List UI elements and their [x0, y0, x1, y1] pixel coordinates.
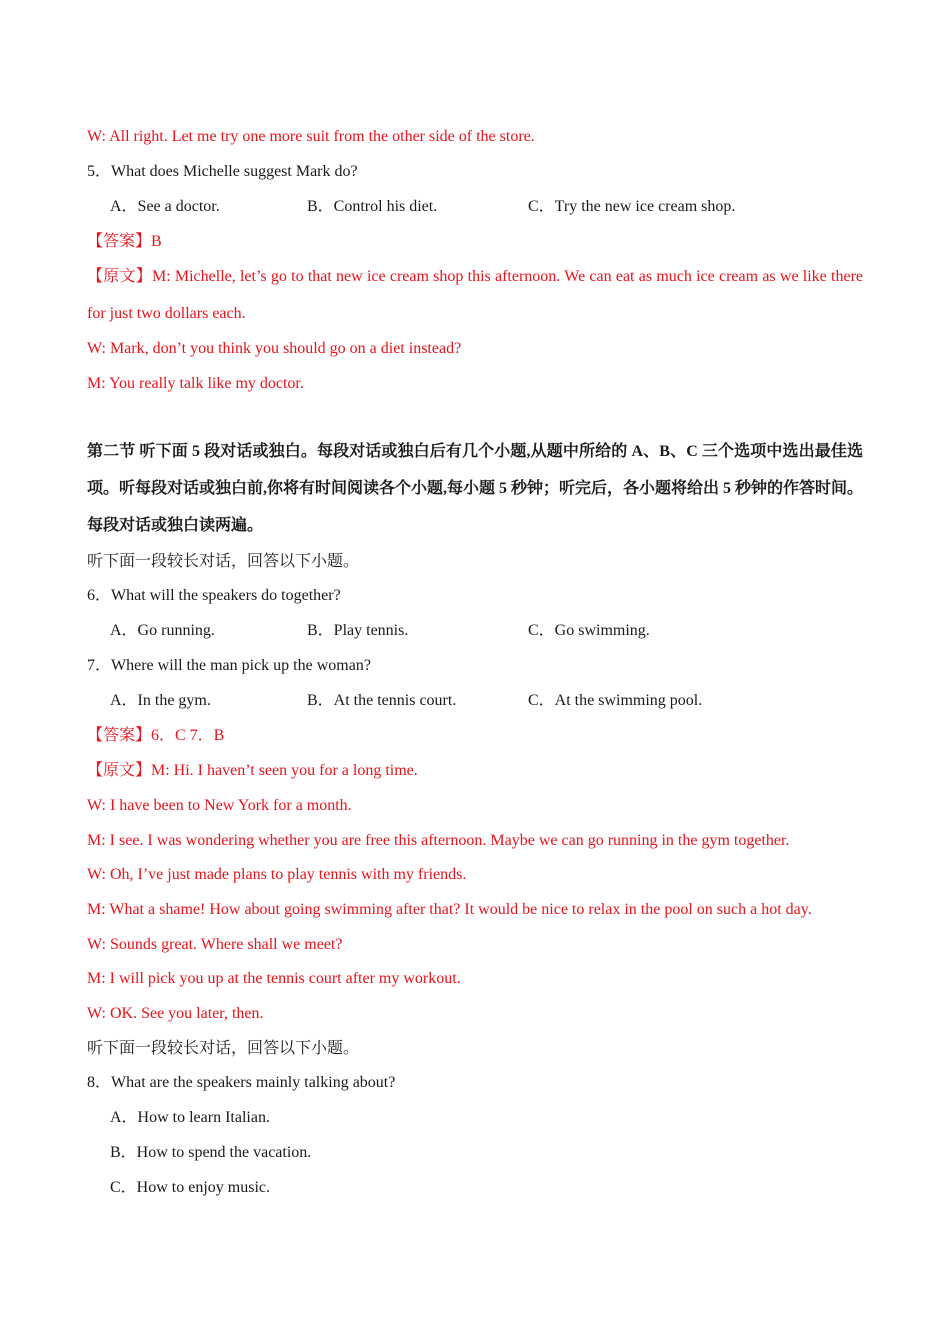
q5-option-a: A．See a doctor. — [110, 198, 220, 215]
q6-option-c: C．Go swimming. — [528, 622, 650, 639]
transcript-line: W: All right. Let me try one more suit from the other side of the store. — [87, 128, 535, 145]
transcript-line: 【原文】M: Hi. I haven’t seen you for a long time. — [87, 762, 418, 779]
q7-option-a: A．In the gym. — [110, 692, 211, 709]
transcript-line: W: I have been to New York for a month. — [87, 797, 352, 814]
transcript-line: W: Sounds great. Where shall we meet? — [87, 936, 343, 953]
q5-transcript-line: W: Mark, don’t you think you should go on a diet instead? — [87, 340, 462, 357]
q5-transcript-line: M: You really talk like my doctor. — [87, 375, 304, 392]
transcript-line: W: OK. See you later, then. — [87, 1005, 264, 1022]
transcript-line: W: Oh, I’ve just made plans to play tennis with my friends. — [87, 866, 467, 883]
listening-intro: 听下面一段较长对话，回答以下小题。 — [87, 553, 360, 570]
q8-option-b: B．How to spend the vacation. — [110, 1144, 312, 1161]
q8-option-a: A．How to learn Italian. — [110, 1109, 270, 1126]
question-7: 7．Where will the man pick up the woman? — [87, 657, 371, 674]
transcript-line: M: I see. I was wondering whether you are free this afternoon. Maybe we can go running in the gym together. — [87, 832, 790, 849]
question-8: 8．What are the speakers mainly talking about? — [87, 1074, 396, 1091]
q7-option-c: C．At the swimming pool. — [528, 692, 703, 709]
q5-transcript-line: 【原文】M: Michelle, let’s go to that new ice cream shop this afternoon. We can eat as much ice cream as we like there for just two dollars each. — [87, 268, 863, 322]
listening-intro: 听下面一段较长对话，回答以下小题。 — [87, 1040, 360, 1057]
q7-option-b: B．At the tennis court. — [307, 692, 457, 709]
q5-option-b: B．Control his diet. — [307, 198, 438, 215]
question-6: 6．What will the speakers do together? — [87, 587, 341, 604]
q5-answer: 【答案】B — [87, 233, 162, 250]
q6-option-a: A．Go running. — [110, 622, 215, 639]
q6-7-answer: 【答案】6．C 7．B — [87, 727, 225, 744]
question-5: 5．What does Michelle suggest Mark do? — [87, 163, 358, 180]
transcript-line: M: I will pick you up at the tennis court after my workout. — [87, 970, 461, 987]
q8-option-c: C．How to enjoy music. — [110, 1179, 270, 1196]
q6-option-b: B．Play tennis. — [307, 622, 409, 639]
q5-option-c: C．Try the new ice cream shop. — [528, 198, 736, 215]
section-2-instructions: 第二节 听下面 5 段对话或独白。每段对话或独白后有几个小题,从题中所给的 A、B、C 三个选项中选出最佳选项。听每段对话或独白前,你将有时间阅读各个小题,每小题 5 秒钟；听完后，各小题将给出 5 秒钟的作答时间。每段对话或独白读两遍。 — [87, 443, 864, 534]
transcript-line: M: What a shame! How about going swimming after that? It would be nice to relax in the pool on such a hot day. — [87, 901, 812, 918]
